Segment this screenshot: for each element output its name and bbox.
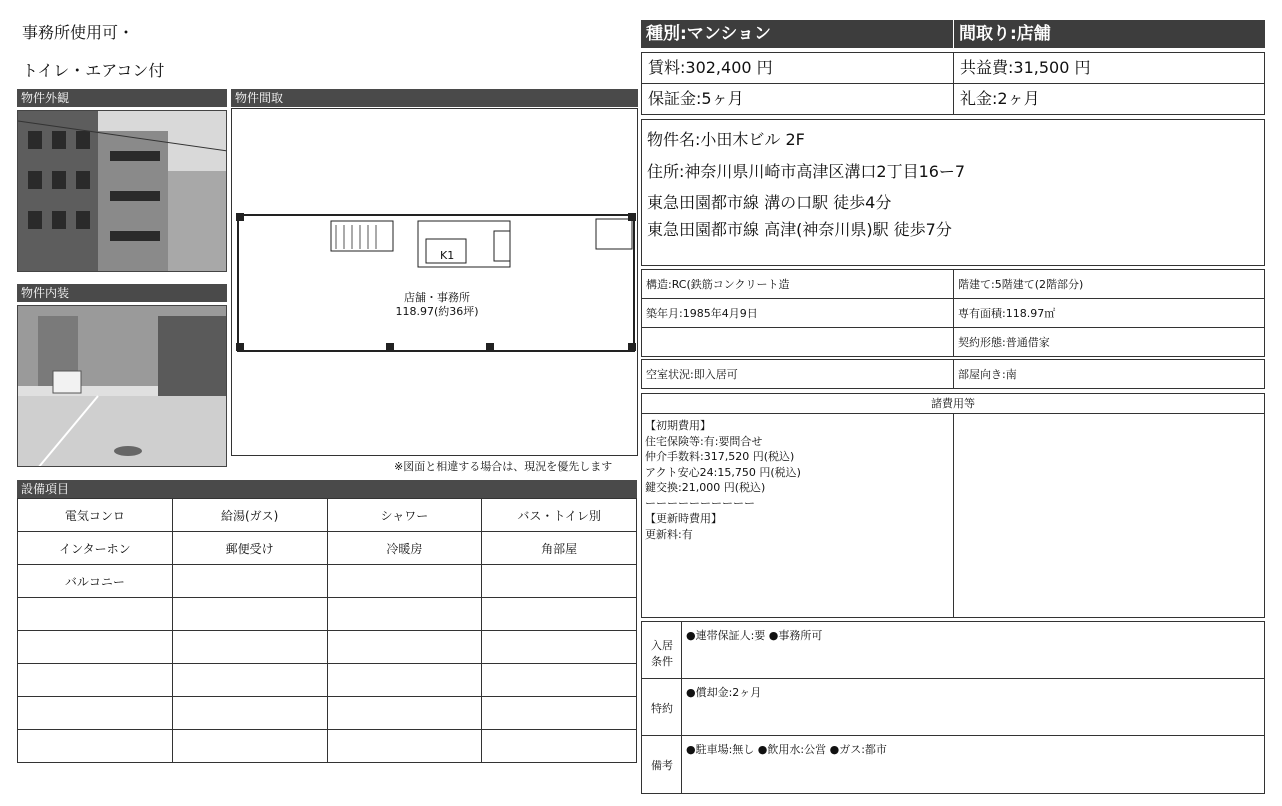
equipment-cell — [327, 631, 482, 664]
common-fee: 共益費:31,500 円 — [953, 52, 1265, 84]
equipment-cell — [18, 664, 173, 697]
interior-photo — [17, 305, 227, 467]
exterior-photo — [17, 110, 227, 272]
equipment-cell — [172, 730, 327, 763]
headline-line1: 事務所使用可・ — [22, 23, 135, 42]
vacancy: 空室状況:即入居可 — [641, 359, 954, 389]
structure: 構造:RC(鉄筋コンクリート造 — [641, 269, 954, 299]
equipment-cell — [482, 565, 637, 598]
room-label: 店舗・事務所 — [404, 291, 470, 304]
direction: 部屋向き:南 — [953, 359, 1265, 389]
equipment-cell — [482, 631, 637, 664]
equipment-row — [18, 499, 637, 532]
property-name: 物件名:小田木ビル 2F — [647, 130, 805, 149]
property-info — [641, 119, 1265, 266]
key-money: 礼金:2ヶ月 — [953, 83, 1265, 115]
fees-list — [645, 418, 945, 542]
floorplan-header: 物件間取 — [231, 89, 638, 107]
equipment-cell — [327, 664, 482, 697]
equipment-cell — [18, 697, 173, 730]
fees-title: 諸費用等 — [642, 394, 1264, 414]
equipment-row — [18, 631, 637, 664]
equipment-cell — [327, 565, 482, 598]
floorplan-drawing — [236, 213, 636, 357]
equipment-cell — [327, 730, 482, 763]
equipment-cell — [18, 631, 173, 664]
kitchen-label: K1 — [440, 249, 455, 262]
fee-line: 鍵交換:21,000 円(税込) — [645, 481, 766, 494]
equipment-cell: 角部屋 — [482, 532, 637, 565]
property-address: 住所:神奈川県川崎市高津区溝口2丁目16ー7 — [647, 162, 966, 181]
deposit: 保証金:5ヶ月 — [641, 83, 954, 115]
equipment-cell — [18, 730, 173, 763]
equipment-table — [17, 498, 637, 763]
fee-line: 仲介手数料:317,520 円(税込) — [645, 450, 795, 463]
equipment-cell — [18, 598, 173, 631]
interior-header: 物件内装 — [17, 284, 227, 302]
equipment-cell — [172, 664, 327, 697]
equipment-cell: シャワー — [327, 499, 482, 532]
fee-line: 【更新時費用】 — [645, 512, 722, 525]
equipment-cell — [172, 565, 327, 598]
equipment-cell — [172, 598, 327, 631]
floorplan-note: ※図面と相違する場合は、現況を優先します — [394, 460, 613, 473]
equipment-header: 設備項目 — [17, 480, 637, 498]
equipment-cell: 郵便受け — [172, 532, 327, 565]
access-1: 東急田園都市線 溝の口駅 徒歩4分 — [647, 193, 892, 212]
empty-cell — [641, 327, 954, 357]
equipment-row — [18, 730, 637, 763]
headline-line2: トイレ・エアコン付 — [22, 61, 165, 80]
rent: 賃料:302,400 円 — [641, 52, 954, 84]
equipment-row — [18, 664, 637, 697]
property-type: 種別:マンション — [641, 20, 953, 48]
floorplan-area — [231, 108, 638, 456]
equipment-cell: 給湯(ガス) — [172, 499, 327, 532]
equipment-cell — [327, 598, 482, 631]
equipment-cell — [327, 697, 482, 730]
remarks-text: ●駐車場:無し ●飲用水:公営 ●ガス:都市 — [686, 743, 887, 756]
entry-conditions-label: 入居 条件 — [651, 639, 673, 668]
access-2: 東急田園都市線 高津(神奈川県)駅 徒歩7分 — [647, 220, 952, 239]
equipment-cell — [482, 598, 637, 631]
equipment-cell — [482, 730, 637, 763]
equipment-row — [18, 697, 637, 730]
room-area: 118.97(約36坪) — [395, 305, 479, 318]
property-layout: 間取り:店舗 — [954, 20, 1265, 48]
special-terms-text: ●償却金:2ヶ月 — [686, 686, 762, 699]
fee-line: 更新料:有 — [645, 527, 693, 541]
equipment-cell: 冷暖房 — [327, 532, 482, 565]
equipment-row — [18, 598, 637, 631]
equipment-cell: バルコニー — [18, 565, 173, 598]
exterior-header: 物件外観 — [17, 89, 227, 107]
equipment-cell — [172, 697, 327, 730]
remarks-label: 備考 — [651, 759, 673, 772]
fees-box — [641, 393, 1265, 618]
fee-line: 住宅保険等:有:要問合せ — [645, 434, 763, 448]
equipment-cell — [172, 631, 327, 664]
equipment-cell — [482, 697, 637, 730]
equipment-cell — [482, 664, 637, 697]
contract-type: 契約形態:普通借家 — [953, 327, 1265, 357]
conditions-box — [641, 621, 1265, 794]
built-date: 築年月:1985年4月9日 — [641, 298, 954, 328]
equipment-row — [18, 565, 637, 598]
floors: 階建て:5階建て(2階部分) — [953, 269, 1265, 299]
equipment-cell: 電気コンロ — [18, 499, 173, 532]
equipment-cell: バス・トイレ別 — [482, 499, 637, 532]
entry-conditions-text: ●連帯保証人:要 ●事務所可 — [686, 629, 823, 642]
exclusive-area: 専有面積:118.97㎡ — [953, 298, 1265, 328]
equipment-cell: インターホン — [18, 532, 173, 565]
equipment-row — [18, 532, 637, 565]
fee-line: アクト安心24:15,750 円(税込) — [645, 465, 801, 479]
special-terms-label: 特約 — [651, 702, 673, 715]
fee-line: 【初期費用】 — [645, 419, 711, 432]
fee-line: ーーーーーーーーーー — [645, 496, 755, 510]
